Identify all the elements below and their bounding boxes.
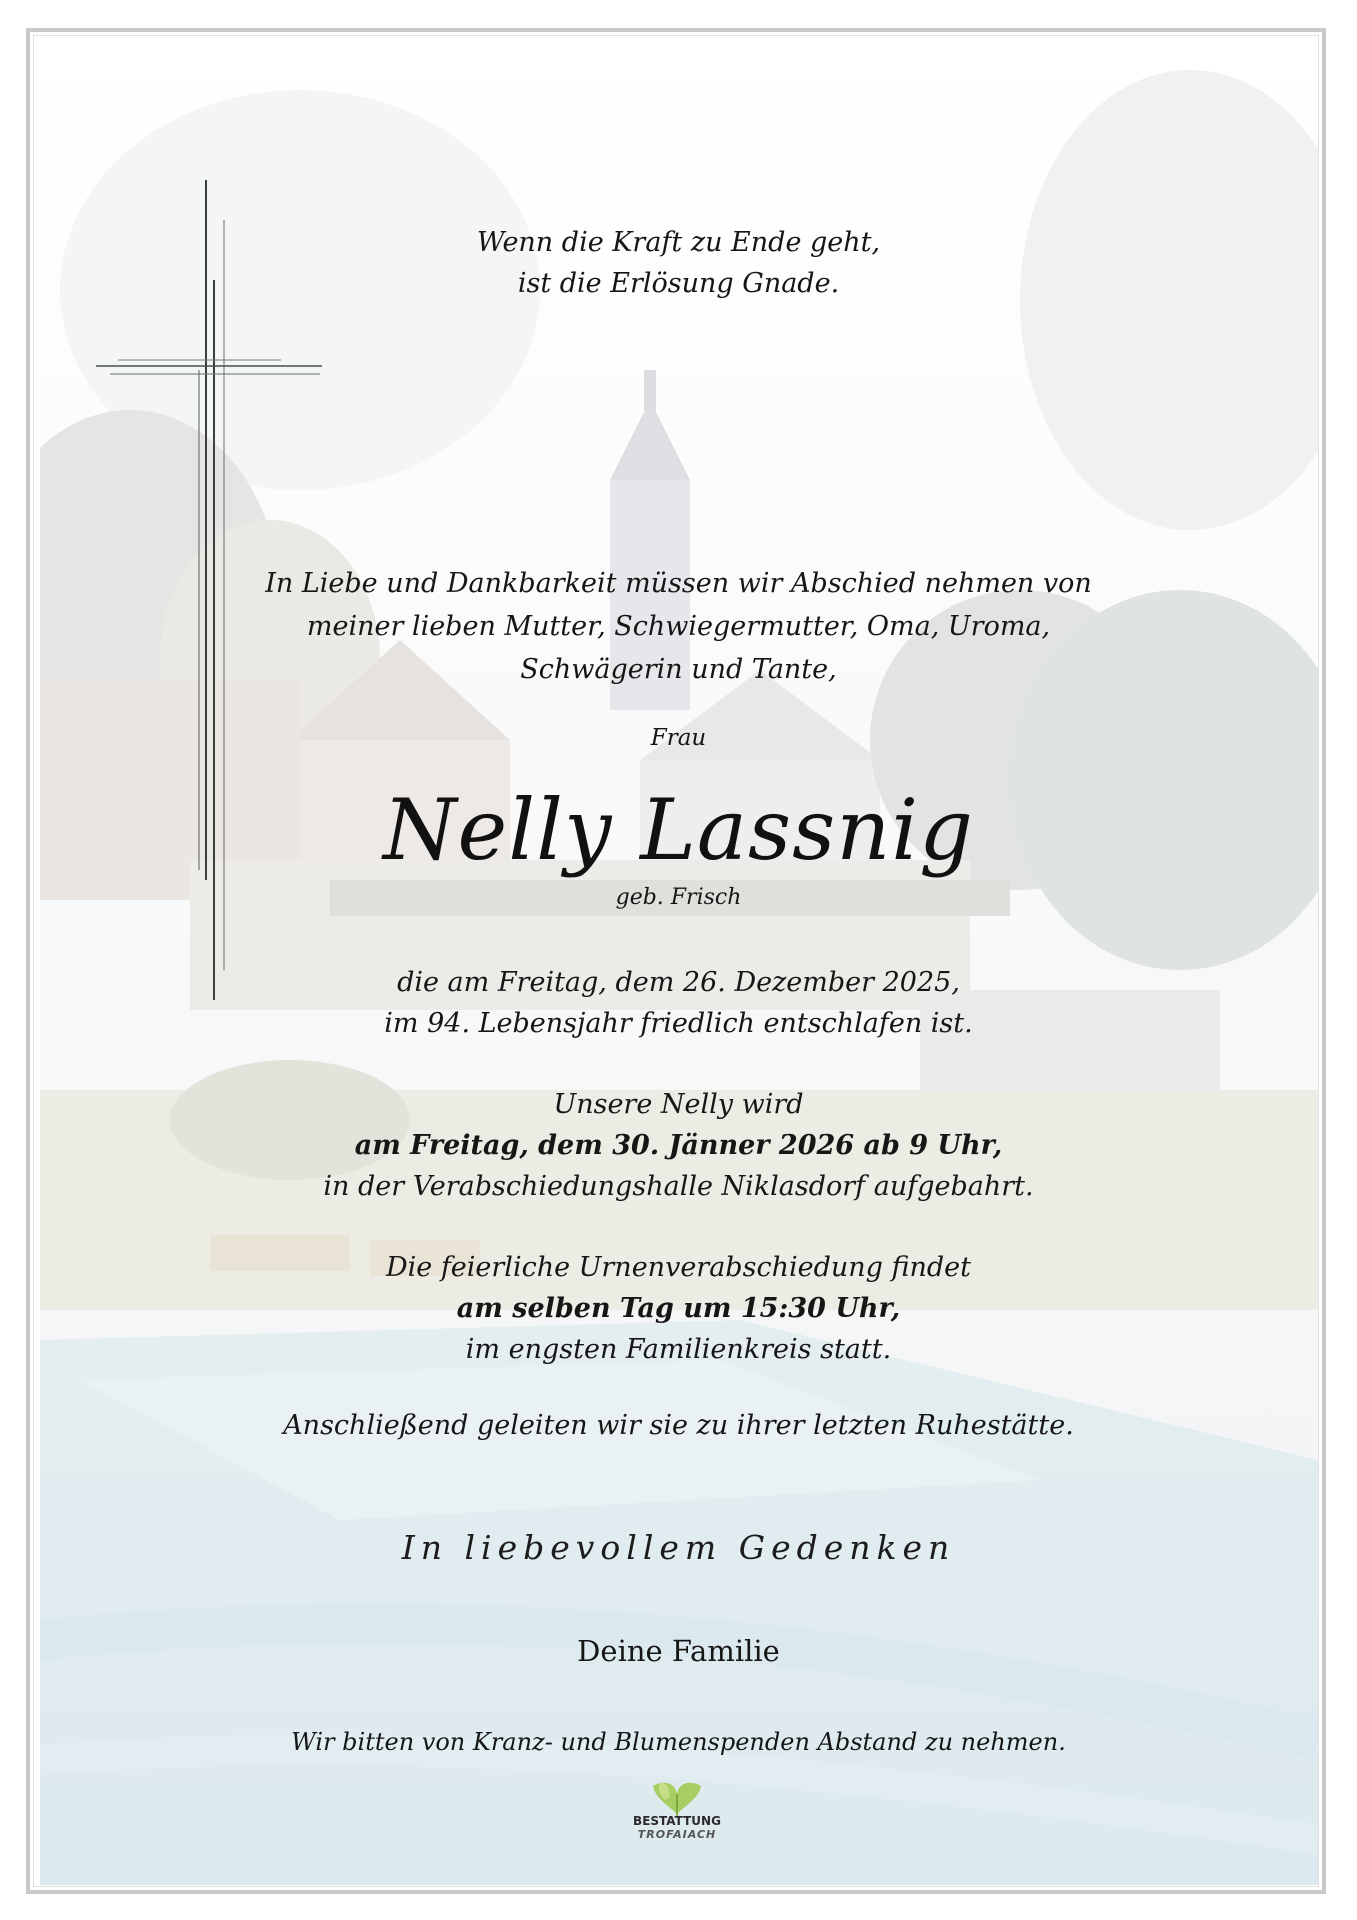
- logo-line2: TROFAIACH: [637, 1828, 717, 1841]
- intro-line: meiner lieben Mutter, Schwiegermutter, Oma, Uroma,: [306, 611, 1051, 642]
- death-notice-line: die am Freitag, dem 26. Dezember 2025,: [397, 967, 960, 998]
- burial-info: Anschließend geleiten wir sie zu ihrer letzten Ruhestätte.: [283, 1410, 1074, 1441]
- farewell-line: im engsten Familienkreis statt.: [465, 1334, 892, 1365]
- farewell-line: Die feierliche Urnenverabschiedung findet: [385, 1252, 972, 1283]
- memory-line: In liebevollem Gedenken: [401, 1528, 956, 1567]
- deceased-name: Nelly Lassnig: [383, 781, 974, 879]
- family-signature: Deine Familie: [577, 1634, 780, 1668]
- viewing-info: [0, 1084, 1357, 1207]
- logo-line1: BESTATTUNG: [633, 1814, 721, 1828]
- motto-line: ist die Erlösung Gnade.: [517, 268, 840, 299]
- death-notice: [0, 962, 1357, 1044]
- maiden-name: geb. Frisch: [615, 885, 742, 910]
- salutation: Frau: [650, 725, 707, 751]
- ginkgo-leaf-icon: [647, 1776, 707, 1816]
- viewing-line: Unsere Nelly wird: [553, 1089, 804, 1120]
- intro-line: Schwägerin und Tante,: [520, 654, 837, 685]
- farewell-time: am selben Tag um 15:30 Uhr,: [456, 1293, 901, 1324]
- donation-request: Wir bitten von Kranz- und Blumenspenden Abstand zu nehmen.: [291, 1728, 1066, 1756]
- motto: [0, 222, 1357, 304]
- intro-text: [0, 562, 1357, 691]
- motto-line: Wenn die Kraft zu Ende geht,: [476, 227, 881, 258]
- viewing-location: in der Verabschiedungshalle Niklasdorf aufgebahrt.: [323, 1171, 1034, 1202]
- farewell-info: [0, 1247, 1357, 1370]
- death-notice-line: im 94. Lebensjahr friedlich entschlafen ist.: [384, 1008, 973, 1039]
- intro-line: In Liebe und Dankbarkeit müssen wir Abschied nehmen von: [265, 568, 1092, 599]
- funeral-home-logo: [612, 1776, 742, 1858]
- viewing-date: am Freitag, dem 30. Jänner 2026 ab 9 Uhr,: [354, 1130, 1003, 1161]
